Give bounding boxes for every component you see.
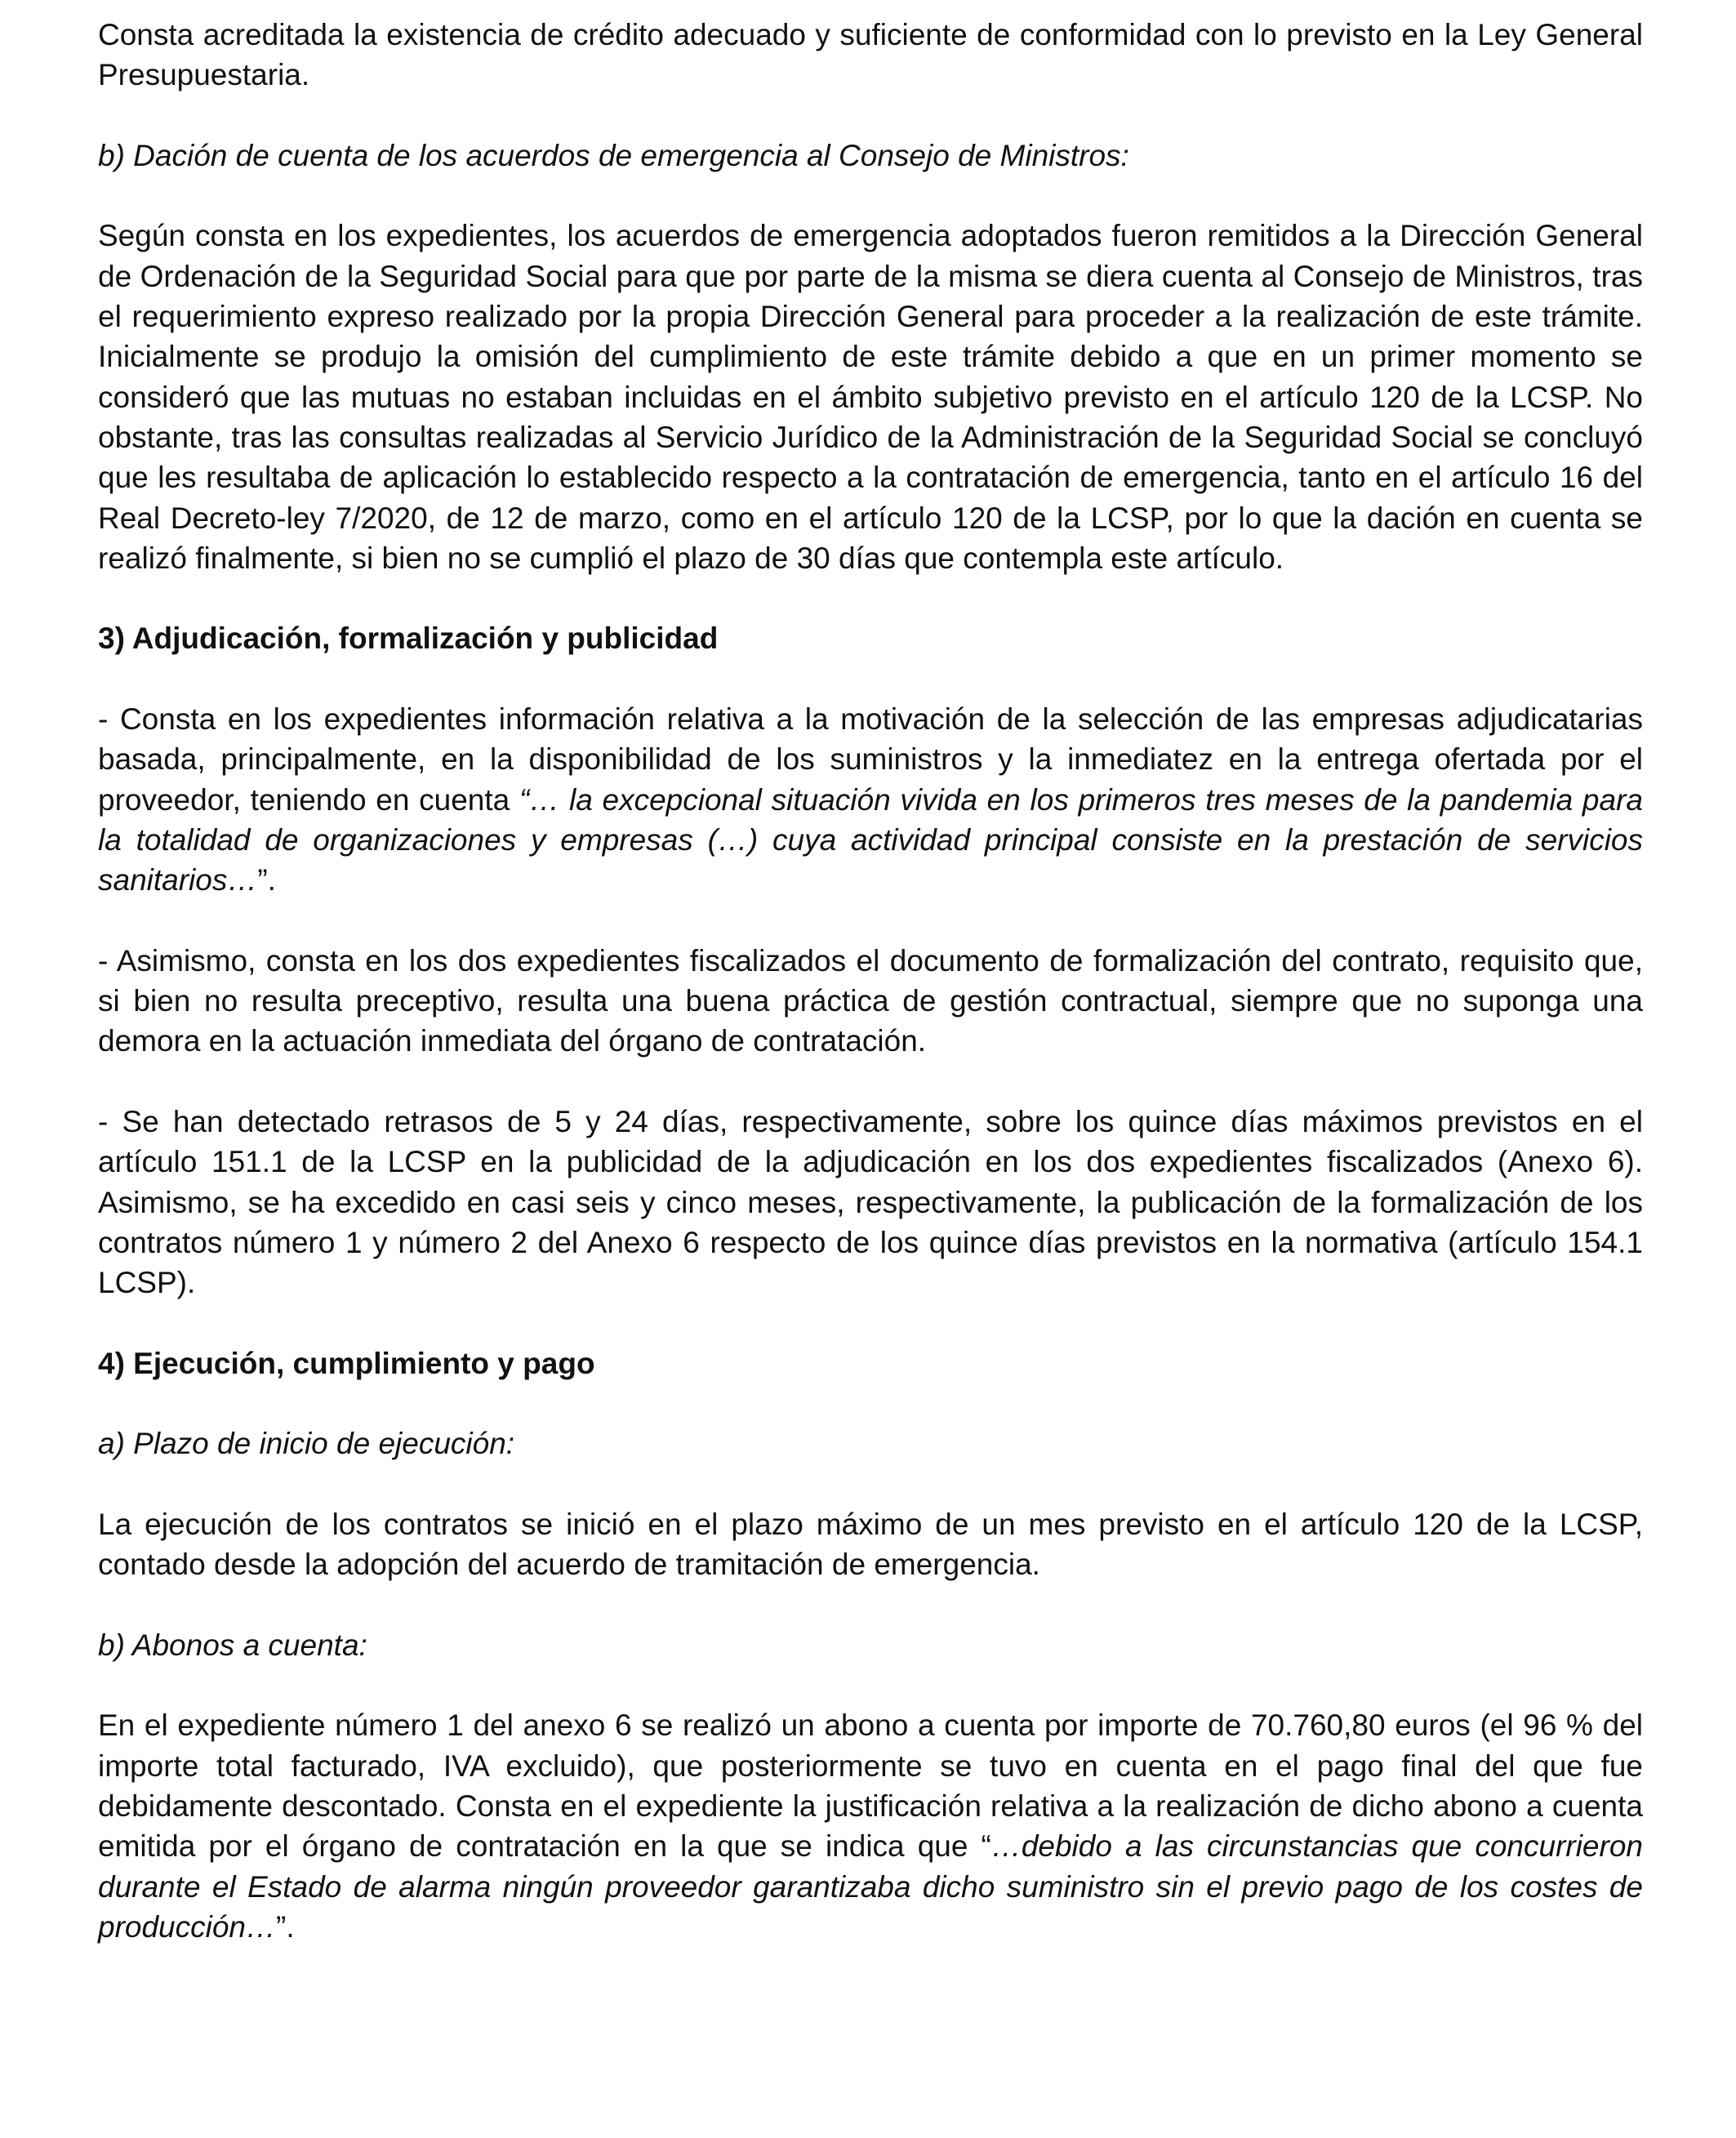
subheading-abonos-cuenta: b) Abonos a cuenta: [98, 1628, 367, 1662]
paragraph-dacion-cuenta: Según consta en los expedientes, los acuerdos de emergencia adoptados fueron remitidos a la Dirección General de Ordenación de la Seguridad Social para que por parte de la misma se diera cuenta al Consejo de Ministros, tras el requerimiento expreso realizado por la propia Dirección General para proceder a la realización de este trámite. Inicialmente se produjo la omisión del cumplimiento de este trámite debido a que en un primer momento se consideró que las mutuas no estaban incluidas en el ámbito subjetivo previsto en el artículo 120 de la LCSP. No obstante, tras las consultas realizadas al Servicio Jurídico de la Administración de la Seguridad Social se concluyó que les resultaba de aplicación lo establecido respecto a la contratación de emergencia, tanto en el artículo 16 del Real Decreto-ley 7/2020, de 12 de marzo, como en el artículo 120 de la LCSP, por lo que la dación en cuenta se realizó finalmente, si bien no se cumplió el plazo de 30 días que contempla este artículo. [98, 219, 1643, 575]
abonos-quote: …debido a las circunstancias que concurrieron durante el Estado de alarma ningún proveedor garantizaba dicho suministro sin el previo pago de los costes de producción… [98, 1829, 1643, 1944]
motivacion-quote-end: ”. [257, 863, 276, 898]
motivacion-text: - Consta en los expedientes información relativa a la motivación de la selección de las empresas adjudicatarias basada, principalmente, en la disponibilidad de los suministros y la inmediatez en la entrega ofertada por el proveedor, teniendo en cuenta [98, 702, 1643, 817]
paragraph-formalizacion: - Asimismo, consta en los dos expedientes fiscalizados el documento de formalización del contrato, requisito que, si bien no resulta preceptivo, resulta una buena práctica de gestión contractual, siempre que no suponga una demora en la actuación inmediata del órgano de contratación. [98, 943, 1643, 1058]
document-page [98, 15, 1643, 1988]
heading-ejecucion: 4) Ejecución, cumplimiento y pago [98, 1346, 595, 1380]
paragraph-credit: Consta acreditada la existencia de crédito adecuado y suficiente de conformidad con lo previsto en la Ley General Presupuestaria. [98, 18, 1643, 92]
subheading-dacion-cuenta: b) Dación de cuenta de los acuerdos de emergencia al Consejo de Ministros: [98, 138, 1129, 172]
abonos-text: En el expediente número 1 del anexo 6 se realizó un abono a cuenta por importe de 70.760,80 euros (el 96 % del importe total facturado, IVA excluido), que posteriormente se tuvo en cuenta en el pago final del que fue debidamente descontado. Consta en el expediente la justificación relativa a la realización de dicho abono a cuenta emitida por el órgano de contratación en la que se indica que “ [98, 1708, 1643, 1864]
motivacion-quote: “… la excepcional situación vivida en los primeros tres meses de la pandemia para la totalidad de organizaciones y empresas (…) cuya actividad principal consiste en la prestación de servicios sanitarios… [98, 782, 1643, 898]
subheading-plazo-inicio: a) Plazo de inicio de ejecución: [98, 1427, 515, 1461]
abonos-quote-end: ”. [276, 1909, 295, 1944]
heading-adjudicacion: 3) Adjudicación, formalización y publicidad [98, 621, 719, 656]
paragraph-abonos-cuenta [98, 1705, 1643, 1947]
paragraph-plazo-inicio: La ejecución de los contratos se inició en el plazo máximo de un mes previsto en el artículo 120 de la LCSP, contado desde la adopción del acuerdo de tramitación de emergencia. [98, 1507, 1643, 1582]
paragraph-motivacion [98, 699, 1643, 900]
paragraph-retrasos: - Se han detectado retrasos de 5 y 24 días, respectivamente, sobre los quince días máximos previstos en el artículo 151.1 de la LCSP en la publicidad de la adjudicación en los dos expedientes fiscalizados (Anexo 6). Asimismo, se ha excedido en casi seis y cinco meses, respectivamente, la publicación de la formalización de los contratos número 1 y número 2 del Anexo 6 respecto de los quince días previstos en la normativa (artículo 154.1 LCSP). [98, 1105, 1643, 1300]
